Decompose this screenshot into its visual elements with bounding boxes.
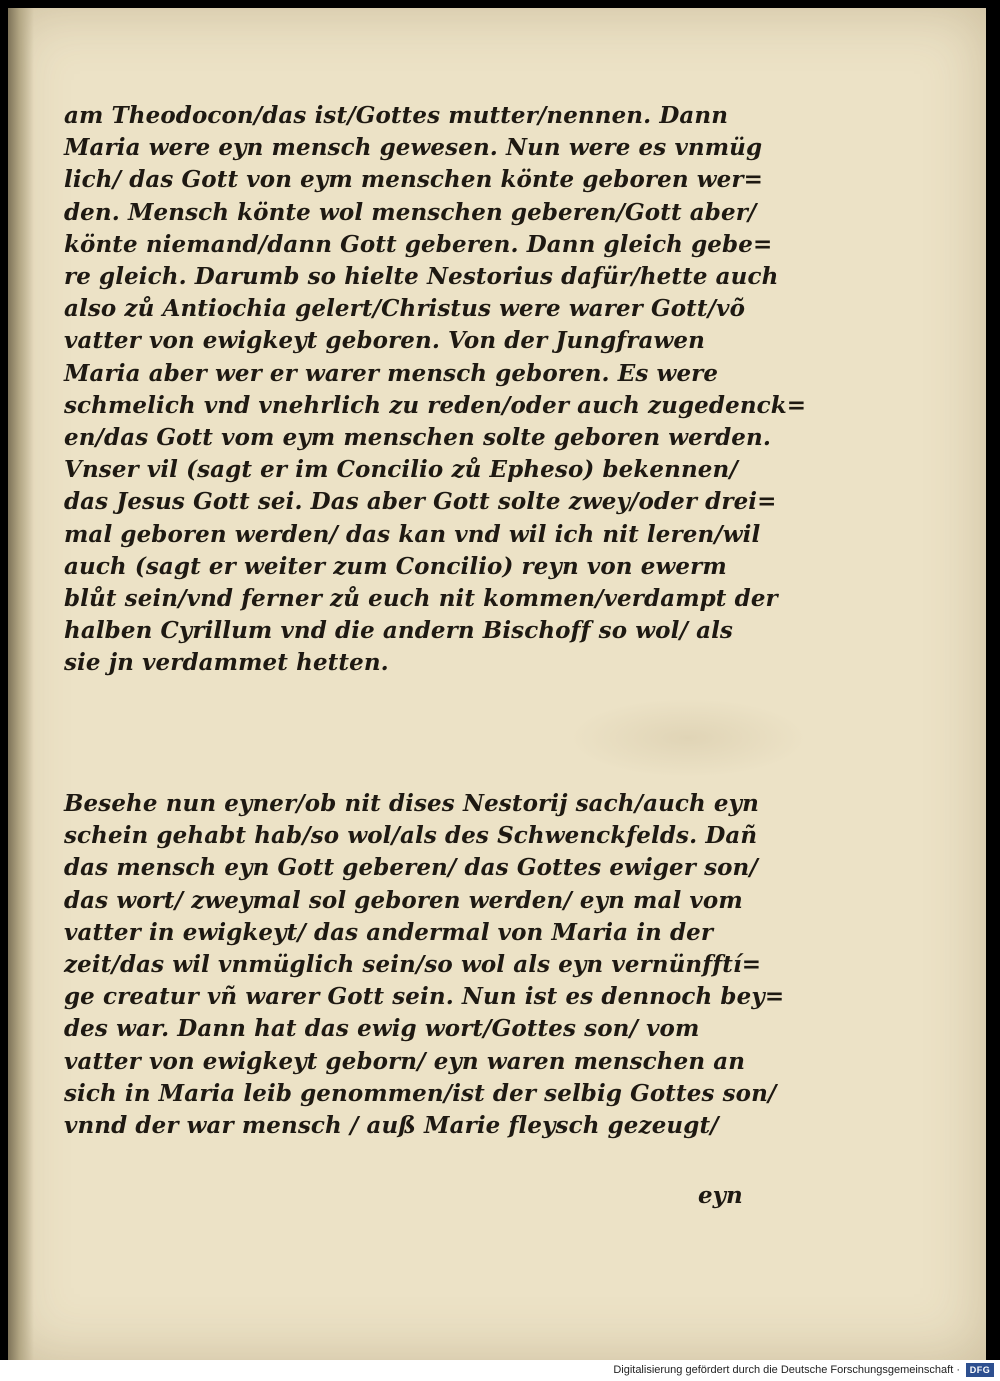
text-line: Besehe nun eyner/ob nit dises Nestorij sach/auch eyn: [64, 790, 759, 817]
text-line: vatter von ewigkeyt geborn/ eyn waren menschen an: [64, 1047, 746, 1075]
paragraph-1: [64, 100, 807, 680]
text-line: schein gehabt hab/so wol/als des Schwenckfelds. Dañ: [64, 822, 758, 850]
text-line: das mensch eyn Gott geberen/ das Gottes ewiger son/: [64, 854, 758, 882]
text-line: sich in Maria leib genommen/ist der selbig Gottes son/: [64, 1079, 777, 1107]
text-line: das wort/ zweymal sol geboren werden/ eyn mal vom: [64, 886, 743, 914]
dfg-logo-icon: DFG: [966, 1363, 994, 1377]
text-line: vnnd der war mensch / auß Marie fleysch gezeugt/: [64, 1112, 719, 1140]
text-line: ge creatur vñ warer Gott sein. Nun ist es dennoch bey=: [64, 983, 785, 1011]
text-line: en/das Gott vom eym menschen solte geboren werden.: [64, 424, 771, 452]
text-line: sie jn verdammet hetten.: [64, 649, 389, 677]
text-line: Maria were eyn mensch gewesen. Nun were es vnmüg: [64, 134, 763, 162]
ink-bleed-through: [568, 698, 808, 778]
book-page: [8, 8, 986, 1360]
text-line: könte niemand/dann Gott geberen. Dann gleich gebe=: [64, 230, 773, 258]
text-line: mal geboren werden/ das kan vnd wil ich nit leren/wil: [64, 520, 761, 548]
text-line: halben Cyrillum vnd die andern Bischoff so wol/ als: [64, 617, 733, 645]
text-line: auch (sagt er weiter zum Concilio) reyn von ewerm: [64, 552, 727, 580]
text-line: blůt sein/vnd ferner zů euch nit kommen/verdampt der: [64, 585, 778, 613]
text-line: also zů Antiochia gelert/Christus were warer Gott/võ: [64, 295, 746, 323]
catchword: eyn: [698, 1182, 743, 1209]
text-line: re gleich. Darumb so hielte Nestorius dafür/hette auch: [64, 263, 779, 291]
text-line: zeit/das wil vnmüglich sein/so wol als eyn vernünfftí=: [64, 951, 762, 979]
paragraph-2: [64, 788, 784, 1142]
binding-shadow: [8, 8, 34, 1360]
text-line: des war. Dann hat das ewig wort/Gottes son/ vom: [64, 1015, 700, 1043]
text-line: das Jesus Gott sei. Das aber Gott solte zwey/oder drei=: [64, 488, 777, 516]
text-line: schmelich vnd vnehrlich zu reden/oder auch zugedenck=: [64, 391, 807, 419]
footer-bar: [0, 1360, 1000, 1381]
text-line: vatter in ewigkeyt/ das andermal von Maria in der: [64, 918, 714, 946]
funding-credit: Digitalisierung gefördert durch die Deutsche Forschungsgemeinschaft ·: [613, 1364, 960, 1376]
text-line: Vnser vil (sagt er im Concilio zů Epheso) bekennen/: [64, 456, 738, 484]
text-line: lich/ das Gott von eym menschen könte geboren wer=: [64, 166, 763, 194]
text-line: vatter von ewigkeyt geboren. Von der Jungfrawen: [64, 327, 705, 355]
text-line: am Theodocon/das ist/Gottes mutter/nennen. Dann: [64, 102, 729, 129]
text-line: Maria aber wer er warer mensch geboren. Es were: [64, 359, 719, 387]
text-line: den. Mensch könte wol menschen geberen/Gott aber/: [64, 198, 757, 226]
